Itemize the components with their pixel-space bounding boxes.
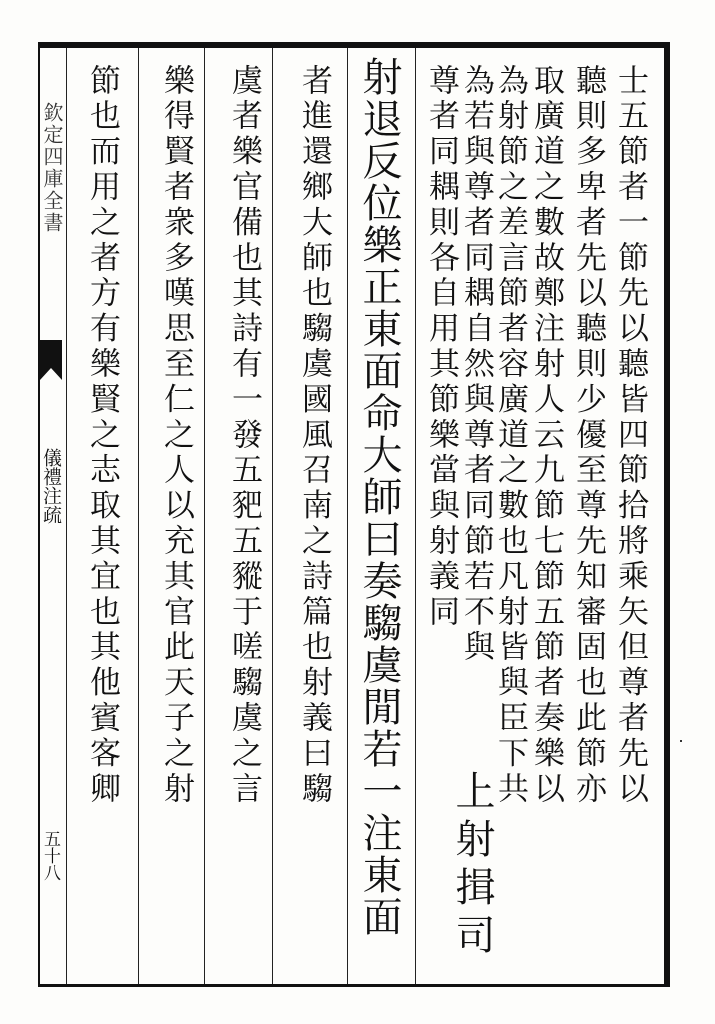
margin-strip	[0, 40, 64, 990]
text-column-10: 樂得賢者衆多嘆思至仁之人以充其官此天子之射	[158, 64, 194, 808]
text-column-4: 為射節之差言節者容廣道之數也凡射皆與臣下共	[492, 64, 528, 808]
column-divider	[204, 48, 205, 984]
column-divider	[66, 48, 67, 984]
text-column-1: 士五節者一節先以聽皆四節拾將乘矢但尊者先以	[612, 64, 648, 808]
text-column-2: 聽則多卑者先以聽則少優至尊先知審固也此節亦	[570, 64, 606, 808]
text-column-5: 為若與尊者同耦自然與尊者同節若不與	[458, 64, 494, 666]
frame-bottom-border	[38, 984, 670, 987]
text-column-8: 者進還鄉大師也騶虞國風召南之詩篇也射義曰騶	[296, 64, 332, 808]
frame-top-border	[38, 42, 670, 48]
column-divider	[272, 48, 273, 984]
main-text-column: 射退反位樂正東面命大師曰奏騶虞閒若一注東面	[356, 56, 402, 938]
main-text-heading: 上射揖司	[449, 770, 495, 962]
page-number: 五十八	[40, 830, 60, 881]
column-divider	[415, 48, 416, 984]
column-divider	[347, 48, 348, 984]
text-column-9: 虞者樂官備也其詩有一發五豝五豵于嗟騶虞之言	[226, 64, 262, 808]
book-title: 儀禮注疏	[40, 448, 62, 524]
running-head: 欽定四庫全書	[40, 102, 64, 234]
fish-tail-mark-icon	[40, 340, 62, 380]
stray-mark	[680, 740, 682, 742]
text-column-11: 節也而用之者方有樂賢之志取其宜也其他賓客卿	[84, 64, 120, 808]
column-divider	[138, 48, 139, 984]
frame-right-border	[664, 42, 670, 987]
text-column-3: 取廣道之數故鄭注射人云九節七節五節者奏樂以	[528, 64, 564, 808]
text-column-6: 尊者同耦則各自用其節樂當與射義同	[423, 64, 459, 631]
